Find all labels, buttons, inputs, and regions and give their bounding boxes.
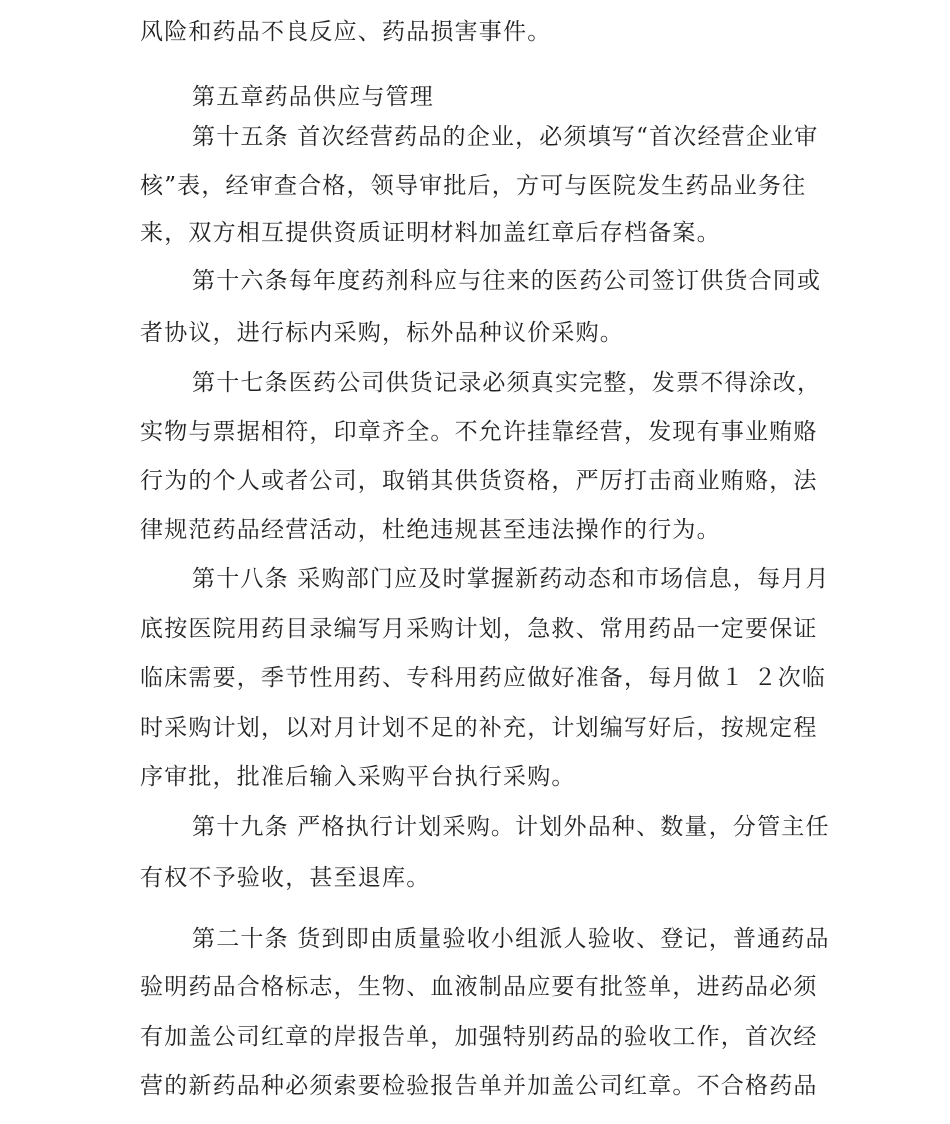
text-line: 第十八条 采购部门应及时掌握新药动态和市场信息，每月月 [192,566,830,592]
text-line: 验明药品合格标志，生物、血液制品应要有批签单，进药品必须 [140,974,818,1000]
chapter-heading: 第五章药品供应与管理 [192,84,434,110]
text-line: 第二十条 货到即由质量验收小组派人验收、登记，普通药品 [192,926,830,952]
text-line: 有加盖公司红章的岸报告单，加强特别药品的验收工作，首次经 [140,1024,818,1050]
text-line: 风险和药品不良反应、药品损害事件。 [140,19,552,45]
text-line: 临床需要，季节性用药、专科用药应做好准备，每月做１ ２次临 [140,665,827,691]
text-line: 底按医院用药目录编写月采购计划，急救、常用药品一定要保证 [140,616,818,642]
text-line: 行为的个人或者公司，取销其供货资格，严厉打击商业贿赂，法 [140,468,818,494]
text-line: 序审批，批准后输入采购平台执行采购。 [140,764,576,790]
text-line: 者协议，进行标内采购，标外品种议价采购。 [140,320,624,346]
text-line: 第十九条 严格执行计划采购。计划外品种、数量，分管主任 [192,814,830,840]
text-line: 有权不予验收，甚至退库。 [140,865,431,891]
text-line: 第十七条医药公司供货记录必须真实完整，发票不得涂改， [192,370,822,396]
text-line: 时采购计划，以对月计划不足的补充，计划编写好后，按规定程 [140,715,818,741]
text-line: 实物与票据相符，印章齐全。不允许挂靠经营，发现有事业贿赂 [140,419,818,445]
text-line: 第十五条 首次经营药品的企业，必须填写“首次经营企业审 [192,124,819,150]
text-line: 来，双方相互提供资质证明材料加盖红章后存档备案。 [140,220,721,246]
text-line: 核”表，经审查合格，领导审批后，方可与医院发生药品业务往 [140,173,807,199]
text-line: 第十六条每年度药剂科应与往来的医药公司签订供货合同或 [192,268,822,294]
text-line: 营的新药品种必须索要检验报告单并加盖公司红章。不合格药品 [140,1073,818,1099]
text-line: 律规范药品经营活动，杜绝违规甚至违法操作的行为。 [140,517,721,543]
